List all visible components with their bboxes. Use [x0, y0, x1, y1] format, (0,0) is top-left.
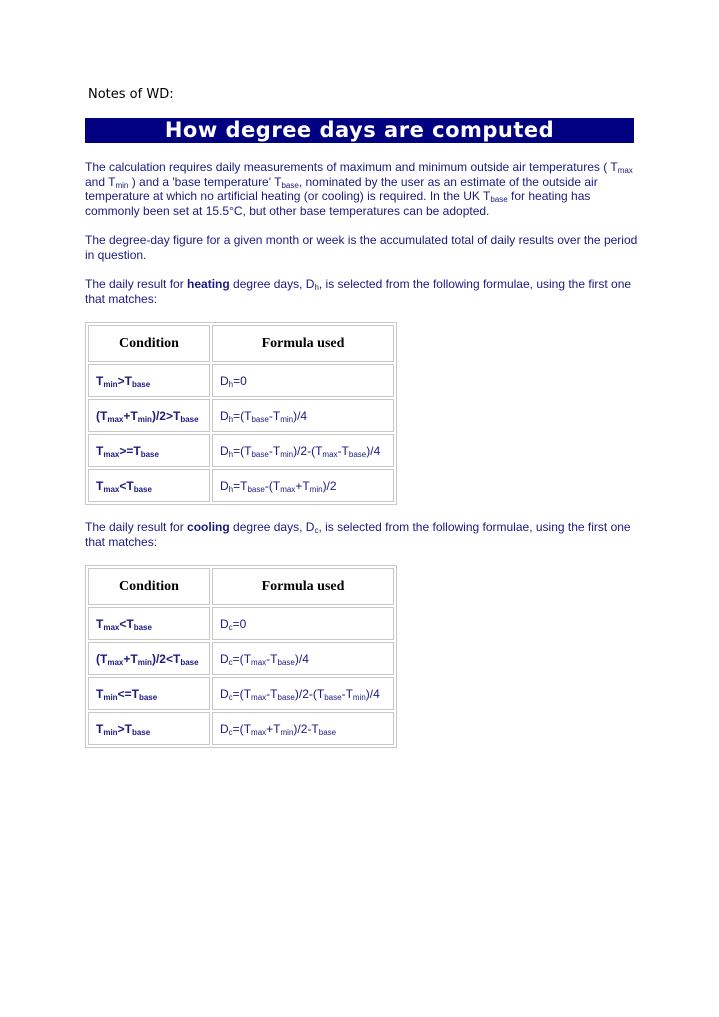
table-row	[88, 642, 394, 675]
formula-cell: $D_h=(T_{base}-T_{min})/4$	[212, 399, 394, 432]
table-row	[88, 607, 394, 640]
formula-cell: $D_c=(T_{max}-T_{base})/2-(T_{base}-T_{min})/4$	[212, 677, 394, 710]
formula-cell: $D_h=T_{base}-(T_{max}+T_{min})/2$	[212, 469, 394, 502]
table-row	[88, 469, 394, 502]
page-title: How degree days are computed	[85, 118, 634, 143]
formula-cell: $D_h=0$	[212, 364, 394, 397]
table-row	[88, 677, 394, 710]
condition-cell: $(T_{max}+T_{min})/2<T_{base}$	[88, 642, 210, 675]
condition-cell: $T_{max}>=T_{base}$	[88, 434, 210, 467]
table-row	[88, 364, 394, 397]
condition-header: Condition	[88, 568, 210, 605]
condition-cell: $T_{max}<T_{base}$	[88, 469, 210, 502]
condition-cell: $T_{min}>T_{base}$	[88, 712, 210, 745]
table-row	[88, 399, 394, 432]
condition-cell: $(T_{max}+T_{min})/2>T_{base}$	[88, 399, 210, 432]
intro-paragraph-1: The calculation requires daily measurements of maximum and minimum outside air temperatures ( $T_{max}$ and $T_{min}$ ) and a 'base temperature' $T_{base}$, nominated by the user as an estimate of the outside air temperature at which no artificial heating (or cooling) is required. In the UK $T_{base}$ for heating has commonly been set at 15.5°C, but other base temperatures can be adopted.	[85, 160, 633, 218]
formula-cell: $D_c=(T_{max}+T_{min})/2-T_{base}$	[212, 712, 394, 745]
condition-cell: $T_{min}>T_{base}$	[88, 364, 210, 397]
cooling-formula-table	[85, 565, 397, 748]
intro-paragraph-2: The degree-day figure for a given month or week is the accumulated total of daily results over the period in question.	[85, 233, 638, 262]
condition-cell: $T_{min}<=T_{base}$	[88, 677, 210, 710]
table-header-row	[88, 325, 394, 362]
table-row	[88, 712, 394, 745]
heating-formula-table	[85, 322, 397, 505]
formula-header: Formula used	[212, 325, 394, 362]
condition-cell: $T_{max}<T_{base}$	[88, 607, 210, 640]
formula-cell: $D_c=0$	[212, 607, 394, 640]
formula-header: Formula used	[212, 568, 394, 605]
formula-cell: $D_c=(T_{max}-T_{base})/4$	[212, 642, 394, 675]
condition-header: Condition	[88, 325, 210, 362]
table-header-row	[88, 568, 394, 605]
heating-intro: The daily result for heating degree days, $D_h$, is selected from the following formulae, using the first one that matches:	[85, 277, 632, 306]
formula-cell: $D_h=(T_{base}-T_{min})/2-(T_{max}-T_{base})/4$	[212, 434, 394, 467]
table-row	[88, 434, 394, 467]
cooling-intro: The daily result for cooling degree days, $D_c$, is selected from the following formulae, using the first one that matches:	[85, 520, 631, 549]
notes-label: Notes of WD:	[88, 87, 174, 102]
